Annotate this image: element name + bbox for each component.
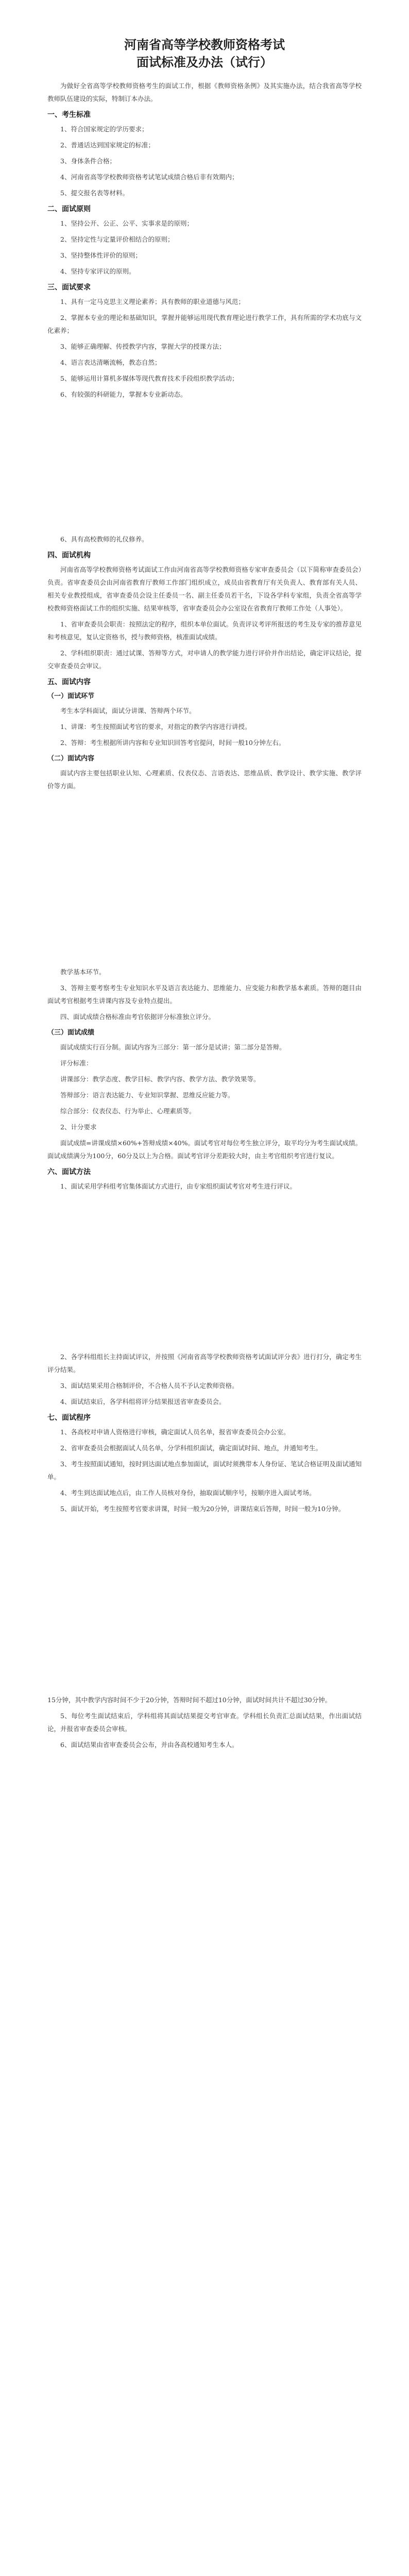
paragraph: 15分钟，其中教学内容时间不少于20分钟，答辩时间不超过10分钟，面试时间共计不超过30分钟。 bbox=[47, 1696, 332, 1704]
section-heading-institutions: 四、面试机构 bbox=[47, 551, 91, 560]
paragraph: 1、各高校对申请人资格进行审核，确定面试人员名单，报省审查委员会办公室。 bbox=[60, 1428, 290, 1436]
list-item: 1、具有一定马克思主义理论素养；具有教师的职业道德与风范； bbox=[60, 298, 245, 306]
paragraph: 3、面试结果采用合格制评价，不合格人员不予认定教师资格。 bbox=[60, 1382, 238, 1389]
paragraph: 面试成绩=讲课成绩×60%+答辩成绩×40%。面试考官对每位考生独立评分，取平均分为考生面试成绩。面试成绩满分为100分，60分及以上为合格。面试考官评分差距较大时，由主考官组织考官进行复议。 bbox=[47, 1139, 362, 1160]
intro-paragraph: 为做好全省高等学校教师资格考生的面试工作，根据《教师资格条例》及其实施办法，结合我省高等学校教师队伍建设的实际，特制订本办法。 bbox=[47, 82, 362, 103]
section-heading-content: 五、面试内容 bbox=[47, 678, 91, 686]
section-heading-methods: 六、面试方法 bbox=[47, 1168, 91, 1176]
paragraph: 5、面试开始，考生按照考官要求讲课，时间一般为20分钟，讲课结束后答辩，时间一般为10分钟。 bbox=[60, 1505, 345, 1513]
section-heading-procedures: 七、面试程序 bbox=[47, 1414, 91, 1422]
list-item: 2、掌握本专业的理论和基础知识，掌握并能够运用现代教育理论进行教学工作，具有所需的学术功底与文化素养； bbox=[47, 314, 362, 334]
list-item: 1、符合国家规定的学历要求； bbox=[60, 125, 148, 133]
list-item: 4、坚持专家评议的原则。 bbox=[60, 267, 135, 275]
paragraph: 面试内容主要包括职业认知、心理素质、仪表仪态、言语表达、思维品质、教学设计、教学实施、教学评价等方面。 bbox=[47, 769, 362, 790]
paragraph: 教学基本环节。 bbox=[60, 968, 106, 976]
section-heading-principles: 二、面试原则 bbox=[47, 205, 91, 213]
paragraph: 2、答辩：考生根据所讲内容和专业知识回答考官提问，时间一般10分钟左右。 bbox=[60, 739, 285, 747]
paragraph: 4、考生到达面试地点后，由工作人员核对身份，抽取面试顺序号，按顺序进入面试考场。 bbox=[60, 1489, 316, 1497]
paragraph: 2、学科组织职责：通过试课、答辩等方式，对申请人的教学能力进行评价并作出结论，确定评议结论，提交审查委员会审议。 bbox=[47, 649, 362, 670]
section-heading-candidate-standards: 一、考生标准 bbox=[47, 111, 91, 119]
paragraph: 5、每位考生面试结束后，学科组将其面试结果提交考官审查。学科组长负责汇总面试结果，作出面试结论，并报省审查委员会审核。 bbox=[47, 1712, 362, 1733]
paragraph: 四、面试成绩合格标准由考官依据评分标准独立评分。 bbox=[60, 1013, 215, 1021]
paragraph: 3、答辩主要考察考生专业知识水平及语言表达能力、思维能力、应变能力和教学基本素质。答辩的题目由面试考官根据考生讲课内容及专业特点提出。 bbox=[47, 984, 362, 1005]
paragraph: 河南省高等学校教师资格考试面试工作由河南省高等学校教师资格专家审查委员会（以下简称审查委员会）负责。省审查委员会由河南省教育厅教师工作部门组织成立，成员由省教育厅有关负责人、教育部有关人员、相关专业教授组成，省审查委员会设主任委员一名、副主任委员若干名，下设各学科专家组，负责全省高等学校教师资格面试工作的组织实施、结果审核等，省审查委员会办公室设在省教育厅教师工作处（人事处）。 bbox=[47, 566, 362, 612]
subsection-heading: （一）面试环节 bbox=[47, 692, 95, 700]
paragraph: 2、各学科组组长主持面试评议，并按照《河南省高等学校教师资格考试面试评分表》进行打分，确定考生评分结果。 bbox=[47, 1353, 362, 1374]
paragraph: 4、面试结束后，各学科组将评分结果报送省审查委员会。 bbox=[60, 1398, 226, 1405]
paragraph: 1、讲课：考生按照面试考官的要求，对指定的教学内容进行讲授。 bbox=[60, 723, 251, 731]
list-item: 3、能够正确理解、传授教学内容，掌握大学的授课方法； bbox=[60, 343, 226, 350]
title-line-1: 河南省高等学校教师资格考试 bbox=[124, 37, 285, 52]
title-line-2: 面试标准及办法（试行） bbox=[137, 55, 272, 70]
list-item: 6、具有高校教师的礼仪修养。 bbox=[60, 535, 148, 543]
list-item: 5、能够运用计算机多媒体等现代教育技术手段组织教学活动； bbox=[60, 375, 238, 382]
paragraph: 面试成绩实行百分制。面试内容为三部分：第一部分是试讲；第二部分是答辩。 bbox=[60, 1043, 286, 1051]
list-item: 1、坚持公开、公正、公平、实事求是的原则； bbox=[60, 219, 193, 227]
list-item: 5、提交报名表等材料。 bbox=[60, 189, 129, 197]
subsection-heading: （二）面试内容 bbox=[47, 755, 95, 762]
list-item: 3、身体条件合格； bbox=[60, 157, 116, 165]
paragraph: 6、面试结果由省审查委员会公布，并由各高校通知考生本人。 bbox=[60, 1741, 238, 1749]
paragraph: 综合部分：仪表仪态、行为举止、心理素质等。 bbox=[60, 1107, 196, 1115]
paragraph: 2、省审查委员会根据面试人员名单，分学科组织面试，确定面试时间、地点，并通知考生。 bbox=[60, 1444, 322, 1452]
paragraph: 讲课部分：教学态度、教学目标、教学内容、教学方法、教学效果等。 bbox=[60, 1075, 260, 1083]
subsection-heading: （三）面试成绩 bbox=[47, 1029, 95, 1037]
paragraph: 答辩部分：语言表达能力、专业知识掌握、思维反应能力等。 bbox=[60, 1091, 234, 1099]
section-heading-requirements: 三、面试要求 bbox=[47, 283, 91, 292]
document-title bbox=[47, 36, 362, 71]
paragraph: 1、面试采用学科组考官集体面试方式进行，由专家组织面试考官对考生进行评议。 bbox=[60, 1182, 296, 1190]
paragraph: 考生本学科面试，面试分讲课、答辩两个环节。 bbox=[60, 707, 196, 715]
list-item: 2、坚持定性与定量评价相结合的原则； bbox=[60, 235, 174, 243]
list-item: 6、有较强的科研能力，掌握本专业新动态。 bbox=[60, 391, 187, 398]
list-item: 2、普通话达到国家规定的标准； bbox=[60, 141, 155, 149]
list-item: 3、坚持整体性评价的原则； bbox=[60, 251, 142, 259]
paragraph: 3、考生按照面试通知，按时到达面试地点参加面试，面试时须携带本人身份证、笔试合格证明及面试通知单。 bbox=[47, 1460, 362, 1481]
paragraph: 评分标准： bbox=[60, 1059, 93, 1067]
list-item: 4、语言表达清晰流畅，教态自然； bbox=[60, 359, 161, 366]
paragraph: 1、省审查委员会职责：按照法定的程序，组织本单位面试。负责评议考评所报送的考生及专家的推荐意见和考核意见，复认定资格书，授与教师资格，核准面试成绩。 bbox=[47, 620, 362, 641]
list-item: 4、河南省高等学校教师资格考试笔试成绩合格后非有效期内； bbox=[60, 173, 238, 181]
paragraph: 2、计分要求 bbox=[60, 1123, 97, 1131]
